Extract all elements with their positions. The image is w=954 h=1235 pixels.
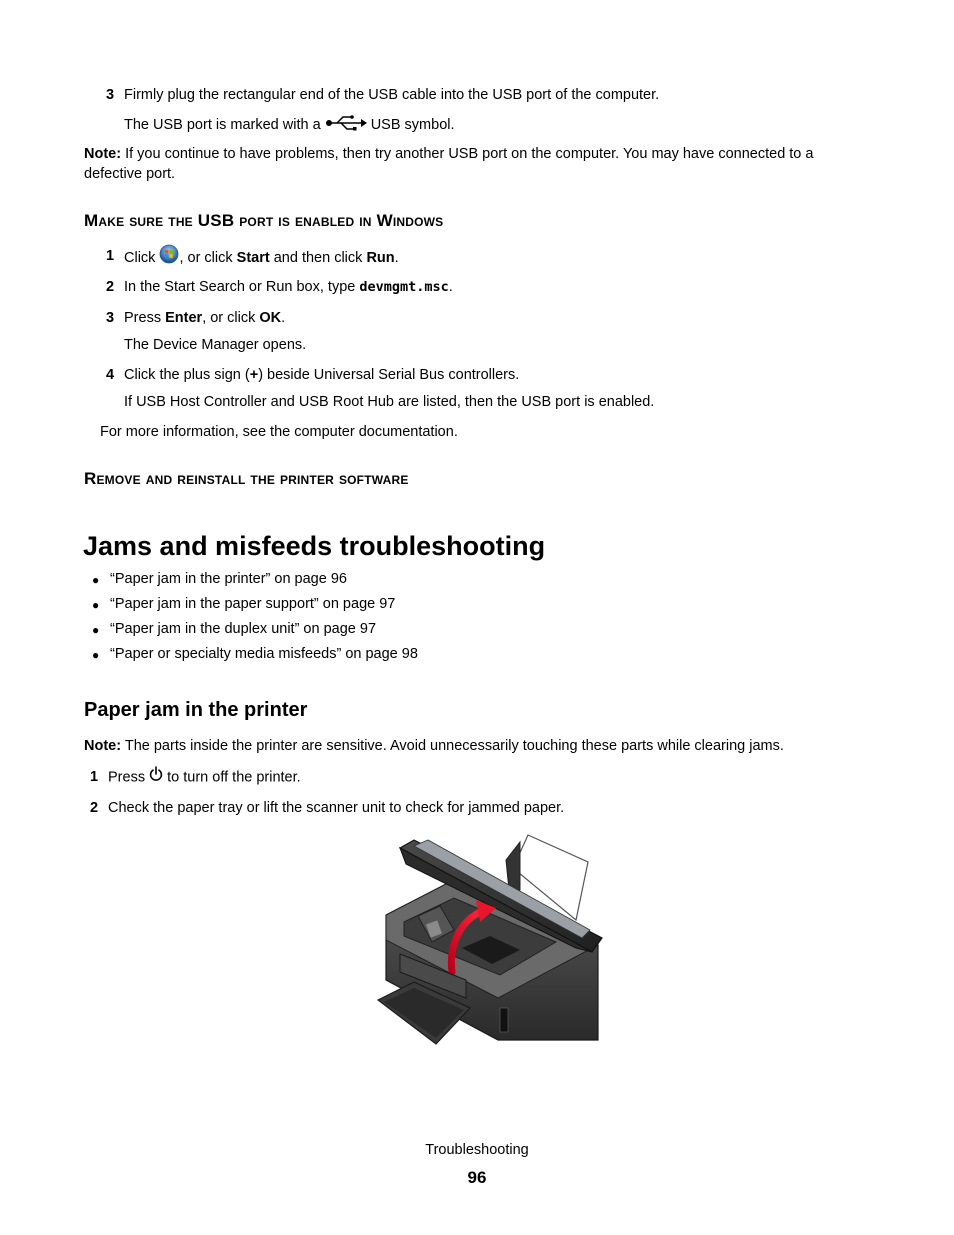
step-text — [124, 248, 399, 268]
bullet-icon: ● — [92, 598, 100, 612]
bullet-icon: ● — [92, 648, 100, 662]
step-number: 3 — [106, 310, 115, 326]
bullet-icon: ● — [92, 623, 100, 637]
step-number: 1 — [90, 769, 99, 785]
link-item[interactable]: “Paper jam in the printer” on page 96 — [110, 571, 347, 587]
step-text-part: . — [448, 279, 453, 295]
step-bold: + — [249, 367, 259, 383]
step-number: 3 — [106, 87, 115, 103]
step-text-part: Press — [124, 310, 162, 326]
step-text — [124, 310, 285, 326]
step-text-part: . — [281, 310, 286, 326]
step-number: 2 — [90, 800, 99, 816]
step-subtext: If USB Host Controller and USB Root Hub are listed, then the USB port is enabled. — [124, 394, 655, 410]
step-number: 2 — [106, 279, 115, 295]
step-text — [108, 769, 301, 786]
page-number: 96 — [467, 1168, 487, 1187]
step-bold: Enter — [165, 310, 203, 326]
step-text-part: Click — [124, 249, 156, 266]
note-continued: defective port. — [84, 166, 176, 182]
step-text-part: , or click — [179, 249, 233, 266]
step-text — [124, 279, 453, 295]
step-number: 4 — [106, 367, 115, 383]
step-text-part: and then click — [273, 249, 363, 266]
command-code: devmgmt.msc — [359, 279, 449, 295]
power-icon — [149, 766, 163, 786]
step-subtext — [124, 115, 455, 135]
note-text: If you continue to have problems, then try another USB port on the computer. You may have connected to a — [125, 146, 814, 162]
usb-sub-after: USB symbol. — [370, 116, 455, 133]
step-bold: Run — [366, 249, 395, 266]
step-subtext: The Device Manager opens. — [124, 337, 307, 353]
step-text-part: . — [394, 249, 399, 266]
footer-section-label: Troubleshooting — [425, 1142, 529, 1158]
section-heading: Remove and reinstall the printer software — [84, 469, 409, 488]
windows-start-icon — [159, 244, 179, 268]
step-number: 1 — [106, 248, 115, 264]
link-item[interactable]: “Paper jam in the paper support” on page 97 — [110, 596, 396, 612]
step-text-part: Press — [108, 769, 146, 786]
step-text: Firmly plug the rectangular end of the USB cable into the USB port of the computer. — [124, 87, 660, 103]
note-label: Note: — [84, 738, 122, 754]
note-label: Note: — [84, 146, 122, 162]
page-title: Jams and misfeeds troubleshooting — [83, 531, 546, 561]
section-heading: Make sure the USB port is enabled in Windows — [84, 211, 444, 230]
printer-illustration — [370, 830, 610, 1056]
link-item[interactable]: “Paper or specialty media misfeeds” on page 98 — [110, 646, 418, 662]
step-text-part: ) beside Universal Serial Bus controllers. — [258, 367, 520, 383]
step-text-part: Click the plus sign ( — [124, 367, 250, 383]
step-text: Check the paper tray or lift the scanner unit to check for jammed paper. — [108, 800, 565, 816]
step-text-part: , or click — [202, 310, 256, 326]
note — [84, 738, 784, 754]
step-bold: OK — [259, 310, 282, 326]
step-bold: Start — [236, 249, 270, 266]
link-item[interactable]: “Paper jam in the duplex unit” on page 97 — [110, 621, 377, 637]
usb-sub-before: The USB port is marked with a — [124, 116, 321, 133]
step-text-part: to turn off the printer. — [167, 769, 301, 786]
note — [84, 146, 813, 162]
bullet-icon: ● — [92, 573, 100, 587]
usb-symbol-icon — [325, 115, 367, 135]
step-text-part: In the Start Search or Run box, type — [124, 279, 356, 295]
step-text — [124, 367, 519, 383]
note-text: The parts inside the printer are sensitive. Avoid unnecessarily touching these parts while clearing jams. — [124, 738, 784, 754]
subsection-heading: Paper jam in the printer — [84, 699, 308, 721]
more-info-text: For more information, see the computer documentation. — [100, 424, 458, 440]
